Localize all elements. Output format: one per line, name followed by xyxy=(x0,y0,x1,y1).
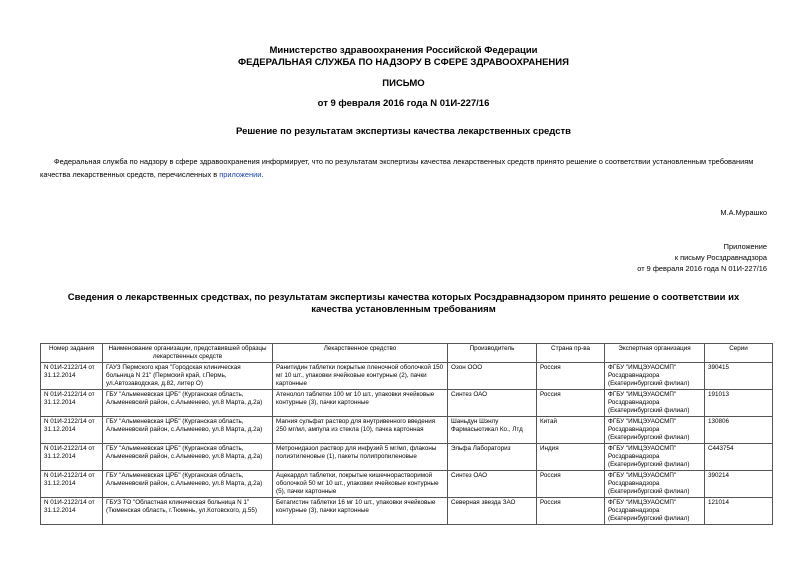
service-name: ФЕДЕРАЛЬНАЯ СЛУЖБА ПО НАДЗОРУ В СФЕРЕ ЗДРАВООХРАНЕНИЯ xyxy=(238,57,569,68)
series-cell: 191013 xyxy=(705,390,773,417)
manufacturer-cell: Северная звезда ЗАО xyxy=(448,498,537,525)
appendix-line-1: Приложение xyxy=(723,242,767,251)
organization-cell: ГБУ "Альменевская ЦРБ" (Курганская область, Альменевский район, с.Альменево, ул.8 Марта, д.2а) xyxy=(103,390,273,417)
task-number-cell: N 01И-2122/14 от 31.12.2014 xyxy=(41,444,103,471)
manufacturer-cell: Эльфа Лабораториз xyxy=(448,444,537,471)
expert-organization-cell: ФГБУ "ИМЦЭУАОСМП" Росздравнадзора (Екатеринбургский филиал) xyxy=(605,498,705,525)
ministry-name: Министерство здравоохранения Российской Федерации xyxy=(269,45,538,56)
task-number-cell: N 01И-2122/14 от 31.12.2014 xyxy=(41,417,103,444)
appendix-line-3: от 9 февраля 2016 года N 01И-227/16 xyxy=(637,264,767,273)
table-title: Сведения о лекарственных средствах, по результатам экспертизы качества которых Росздравнадзором принято решение о соответствии их качества установленным требованиям xyxy=(67,292,740,315)
body-paragraph xyxy=(40,155,772,181)
manufacturer-cell: Шаньдун Шэнлу Фармасьютикал Ко., Лтд xyxy=(448,417,537,444)
column-header: Производитель xyxy=(448,344,537,363)
manufacturer-cell: Синтез ОАО xyxy=(448,471,537,498)
column-header: Номер задания xyxy=(41,344,103,363)
column-header: Экспертная организация xyxy=(605,344,705,363)
table-row xyxy=(41,417,773,444)
column-header: Лекарственное средство xyxy=(273,344,448,363)
medicine-cell: Ранитидин таблетки покрытые пленочной оболочкой 150 мг 10 шт., упаковки ячейковые контурные (2), пачки картонные xyxy=(273,363,448,390)
document-subject: Решение по результатам экспертизы качества лекарственных средств xyxy=(236,126,571,137)
table-row xyxy=(41,390,773,417)
column-header: Страна пр-ва xyxy=(537,344,605,363)
body-text-start: Федеральная служба по надзору в сфере здравоохранения информирует, что по результатам экспертизы качества лекарственных средств принято решение о соответствии установленным требованиям качества лекарственных средств, перечисленных в xyxy=(40,157,754,179)
medicine-cell: Ацекардол таблетки, покрытые кишечнорастворимой оболочкой 50 мг 10 шт., упаковки ячейковые контурные (5), пачки картонные xyxy=(273,471,448,498)
country-cell: Россия xyxy=(537,363,605,390)
expert-organization-cell: ФГБУ "ИМЦЭУАОСМП" Росздравнадзора (Екатеринбургский филиал) xyxy=(605,417,705,444)
series-cell: 390214 xyxy=(705,471,773,498)
body-text-end: . xyxy=(261,170,264,179)
expert-organization-cell: ФГБУ "ИМЦЭУАОСМП" Росздравнадзора (Екатеринбургский филиал) xyxy=(605,471,705,498)
column-header: Серии xyxy=(705,344,773,363)
organization-cell: ГАУЗ Пермского края "Городская клиническая больница N 21" (Пермский край, г.Пермь, ул.Автозаводская, д.82, литер О) xyxy=(103,363,273,390)
country-cell: Индия xyxy=(537,444,605,471)
signature: М.А.Мурашко xyxy=(720,208,767,217)
document-date: от 9 февраля 2016 года N 01И-227/16 xyxy=(317,98,490,109)
task-number-cell: N 01И-2122/14 от 31.12.2014 xyxy=(41,390,103,417)
task-number-cell: N 01И-2122/14 от 31.12.2014 xyxy=(41,471,103,498)
medicine-cell: Атенолол таблетки 100 мг 10 шт., упаковки ячейковые контурные (3), пачки картонные xyxy=(273,390,448,417)
expert-organization-cell: ФГБУ "ИМЦЭУАОСМП" Росздравнадзора (Екатеринбургский филиал) xyxy=(605,444,705,471)
organization-cell: ГБУ "Альменевская ЦРБ" (Курганская область, Альменевский район, с.Альменево, ул.8 Марта, д.2а) xyxy=(103,444,273,471)
medicines-table xyxy=(40,343,773,525)
medicine-cell: Бетагистин таблетки 16 мг 10 шт., упаковки ячейковые контурные (3), пачки картонные xyxy=(273,498,448,525)
table-row xyxy=(41,498,773,525)
expert-organization-cell: ФГБУ "ИМЦЭУАОСМП" Росздравнадзора (Екатеринбургский филиал) xyxy=(605,363,705,390)
series-cell: 121014 xyxy=(705,498,773,525)
country-cell: Россия xyxy=(537,390,605,417)
table-row xyxy=(41,471,773,498)
task-number-cell: N 01И-2122/14 от 31.12.2014 xyxy=(41,363,103,390)
series-cell: C443754 xyxy=(705,444,773,471)
organization-cell: ГБУЗ ТО "Областная клиническая больница N 1" (Тюменская область, г.Тюмень, ул.Котовского, д.55) xyxy=(103,498,273,525)
organization-cell: ГБУ "Альменевская ЦРБ" (Курганская область, Альменевский район, с.Альменево, ул.8 Марта, д.2а) xyxy=(103,471,273,498)
table-row xyxy=(41,444,773,471)
country-cell: Россия xyxy=(537,471,605,498)
document-type: ПИСЬМО xyxy=(382,78,425,89)
organization-cell: ГБУ "Альменевская ЦРБ" (Курганская область, Альменевский район, с.Альменево, ул.8 Марта, д.2а) xyxy=(103,417,273,444)
manufacturer-cell: Озон ООО xyxy=(448,363,537,390)
appendix-line-2: к письму Росздравнадзора xyxy=(674,253,767,262)
appendix-link[interactable]: приложении xyxy=(219,170,262,179)
manufacturer-cell: Синтез ОАО xyxy=(448,390,537,417)
country-cell: Китай xyxy=(537,417,605,444)
series-cell: 390415 xyxy=(705,363,773,390)
column-header: Наименование организации, представившей образцы лекарственных средств xyxy=(103,344,273,363)
series-cell: 130806 xyxy=(705,417,773,444)
medicine-cell: Метронидазол раствор для инфузий 5 мг/мл, флаконы полиэтиленовые (1), пакеты полипропиленовые xyxy=(273,444,448,471)
table-header-row xyxy=(41,344,773,363)
country-cell: Россия xyxy=(537,498,605,525)
task-number-cell: N 01И-2122/14 от 31.12.2014 xyxy=(41,498,103,525)
table-row xyxy=(41,363,773,390)
expert-organization-cell: ФГБУ "ИМЦЭУАОСМП" Росздравнадзора (Екатеринбургский филиал) xyxy=(605,390,705,417)
medicine-cell: Магния сульфат раствор для внутривенного введения 250 мг/мл, ампула из стекла (10), пачка картонная xyxy=(273,417,448,444)
appendix-reference xyxy=(637,241,767,274)
